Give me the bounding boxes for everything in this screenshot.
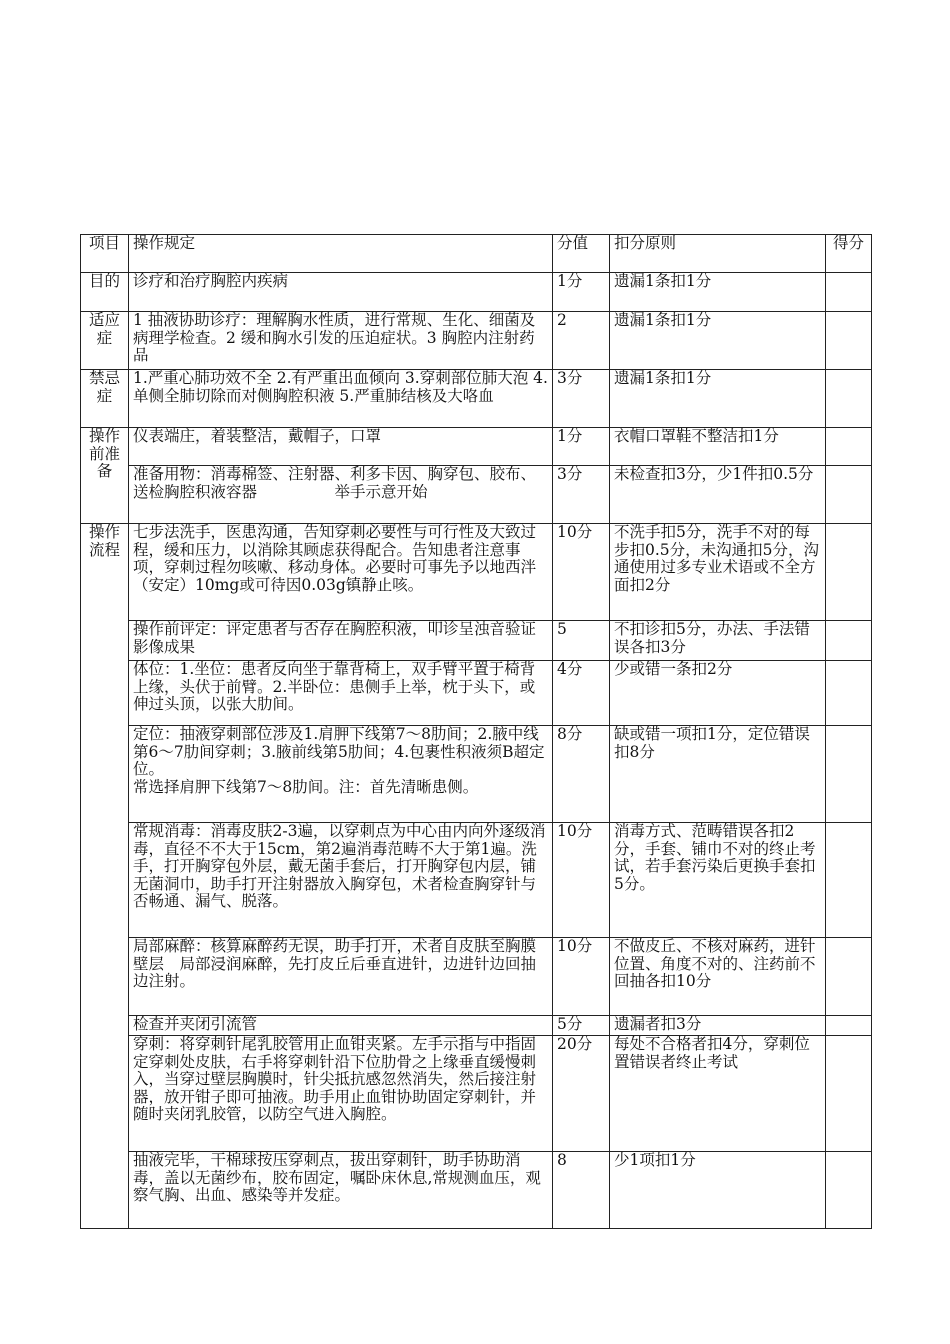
procedure-cell: 常规消毒：消毒皮肤2-3遍，以穿刺点为中心由内向外逐级消毒，直径不不大于15cm，第2遍消毒范畴不大于第1遍。洗手，打开胸穿包外层，戴无菌手套后，打开胸穿包内层，铺无菌洞巾，助手打开注射器放入胸穿包，术者检查胸穿针与否畅通、漏气、脱落。	[129, 823, 553, 938]
score-cell	[826, 428, 872, 466]
score-cell	[826, 370, 872, 428]
score-cell	[826, 312, 872, 370]
table-row	[81, 1016, 872, 1036]
header-row	[81, 235, 872, 273]
table-row	[81, 726, 872, 823]
table-row	[81, 621, 872, 661]
deduction-cell: 遗漏1条扣1分	[610, 273, 826, 312]
deduction-cell: 少1项扣1分	[610, 1152, 826, 1229]
points-cell: 10分	[553, 823, 610, 938]
deduction-cell: 遗漏者扣3分	[610, 1016, 826, 1036]
points-cell: 8	[553, 1152, 610, 1229]
deduction-cell: 衣帽口罩鞋不整洁扣1分	[610, 428, 826, 466]
table-row	[81, 370, 872, 428]
item-cell: 适应症	[81, 312, 129, 370]
table-row	[81, 1036, 872, 1152]
points-cell: 4分	[553, 661, 610, 726]
score-cell	[826, 466, 872, 524]
deduction-cell: 遗漏1条扣1分	[610, 370, 826, 428]
procedure-cell: 1 抽液协助诊疗：理解胸水性质，进行常规、生化、细菌及病理学检查。2 缓和胸水引发的压迫症状。3 胸腔内注射药品	[129, 312, 553, 370]
table-row	[81, 938, 872, 1016]
procedure-cell: 仪表端庄，着装整洁，戴帽子，口罩	[129, 428, 553, 466]
score-cell	[826, 273, 872, 312]
deduction-cell: 未检查扣3分，少1件扣0.5分	[610, 466, 826, 524]
procedure-cell: 1.严重心肺功效不全 2.有严重出血倾向 3.穿刺部位肺大泡 4.单侧全肺切除而对侧胸腔积液 5.严重肺结核及大咯血	[129, 370, 553, 428]
scoring-table	[80, 234, 872, 1229]
table-row	[81, 466, 872, 524]
score-cell	[826, 823, 872, 938]
score-cell	[826, 1036, 872, 1152]
points-cell: 1分	[553, 428, 610, 466]
deduction-cell: 缺或错一项扣1分，定位错误扣8分	[610, 726, 826, 823]
procedure-cell: 抽液完毕，干棉球按压穿刺点，拔出穿刺针，助手协助消毒，盖以无菌纱布，胶布固定，嘱卧床休息,常规测血压，观察气胸、出血、感染等并发症。	[129, 1152, 553, 1229]
procedure-cell: 体位：1.坐位：患者反向坐于靠背椅上，双手臂平置于椅背上缘，头伏于前臂。2.半卧位：患侧手上举，枕于头下，或伸过头顶，以张大肋间。	[129, 661, 553, 726]
procedure-cell: 定位：抽液穿刺部位涉及1.肩胛下线第7～8肋间；2.腋中线第6～7肋间穿刺；3.腋前线第5肋间；4.包裹性积液须B超定位。 常选择肩胛下线第7～8肋间。注：首先清晰患侧。	[129, 726, 553, 823]
points-cell: 5分	[553, 1016, 610, 1036]
score-cell	[826, 1016, 872, 1036]
item-cell: 禁忌症	[81, 370, 129, 428]
table-row	[81, 823, 872, 938]
header-points: 分值	[553, 235, 610, 273]
points-cell: 3分	[553, 466, 610, 524]
procedure-cell: 局部麻醉：核算麻醉药无误，助手打开，术者自皮肤至胸膜壁层 局部浸润麻醉，先打皮丘后垂直进针，边进针边回抽边注射。	[129, 938, 553, 1016]
points-cell: 10分	[553, 938, 610, 1016]
deduction-cell: 少或错一条扣2分	[610, 661, 826, 726]
procedure-cell: 操作前评定：评定患者与否存在胸腔积液，叩诊呈浊音验证影像成果	[129, 621, 553, 661]
procedure-cell: 诊疗和治疗胸腔内疾病	[129, 273, 553, 312]
deduction-cell: 消毒方式、范畴错误各扣2分，手套、铺巾不对的终止考试，若手套污染后更换手套扣5分。	[610, 823, 826, 938]
deduction-cell: 不扣诊扣5分，办法、手法错误各扣3分	[610, 621, 826, 661]
deduction-cell: 不洗手扣5分，洗手不对的每步扣0.5分，未沟通扣5分，沟通使用过多专业术语或不全方面扣2分	[610, 524, 826, 621]
points-cell: 10分	[553, 524, 610, 621]
item-cell: 操作流程	[81, 524, 129, 1229]
table-row	[81, 312, 872, 370]
table-row	[81, 428, 872, 466]
points-cell: 3分	[553, 370, 610, 428]
procedure-cell: 准备用物：消毒棉签、注射器、利多卡因、胸穿包、胶布、送检胸腔积液容器 举手示意开始	[129, 466, 553, 524]
points-cell: 2	[553, 312, 610, 370]
header-item: 项目	[81, 235, 129, 273]
item-cell: 目的	[81, 273, 129, 312]
score-cell	[826, 938, 872, 1016]
table-row	[81, 273, 872, 312]
header-score: 得分	[826, 235, 872, 273]
score-cell	[826, 1152, 872, 1229]
header-deduction: 扣分原则	[610, 235, 826, 273]
points-cell: 1分	[553, 273, 610, 312]
item-cell: 操作前准备	[81, 428, 129, 524]
procedure-cell: 检查并夹闭引流管	[129, 1016, 553, 1036]
points-cell: 5	[553, 621, 610, 661]
table-row	[81, 661, 872, 726]
table-row	[81, 524, 872, 621]
header-procedure: 操作规定	[129, 235, 553, 273]
points-cell: 8分	[553, 726, 610, 823]
table-row	[81, 1152, 872, 1229]
score-cell	[826, 726, 872, 823]
deduction-cell: 不做皮丘、不核对麻药，进针位置、角度不对的、注药前不回抽各扣10分	[610, 938, 826, 1016]
score-cell	[826, 524, 872, 621]
score-cell	[826, 621, 872, 661]
deduction-cell: 遗漏1条扣1分	[610, 312, 826, 370]
deduction-cell: 每处不合格者扣4分，穿刺位置错误者终止考试	[610, 1036, 826, 1152]
score-cell	[826, 661, 872, 726]
procedure-cell: 七步法洗手，医患沟通，告知穿刺必要性与可行性及大致过程，缓和压力，以消除其顾虑获得配合。告知患者注意事项，穿刺过程勿咳嗽、移动身体。必要时可事先予以地西泮（安定）10mg或可待因0.03g镇静止咳。	[129, 524, 553, 621]
procedure-cell: 穿刺：将穿刺针尾乳胶管用止血钳夹紧。左手示指与中指固定穿刺处皮肤，右手将穿刺针沿下位肋骨之上缘垂直缓慢刺入，当穿过壁层胸膜时，针尖抵抗感忽然消失，然后接注射器，放开钳子即可抽液。助手用止血钳协助固定穿刺针，并随时夹闭乳胶管，以防空气进入胸腔。	[129, 1036, 553, 1152]
points-cell: 20分	[553, 1036, 610, 1152]
